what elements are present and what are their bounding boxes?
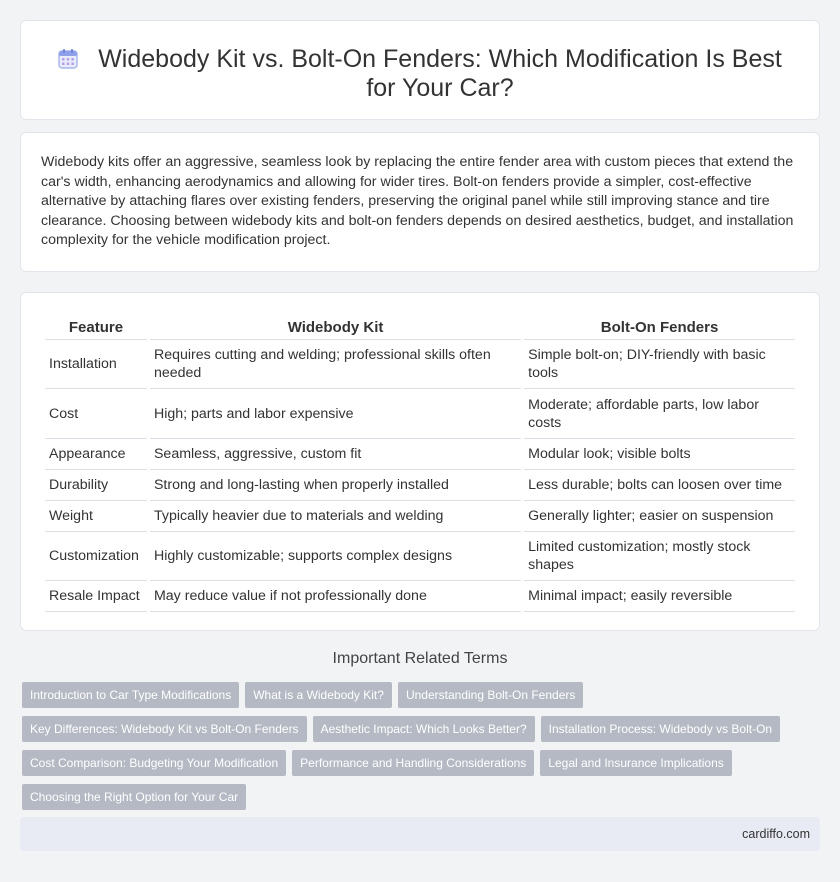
table-row (45, 470, 795, 501)
related-term-tag[interactable]: Legal and Insurance Implications (540, 750, 731, 776)
footer-site-link[interactable]: cardiffo.com (742, 827, 810, 841)
related-terms-list (22, 682, 802, 818)
table-cell-bolt-on: Minimal impact; easily reversible (524, 581, 795, 612)
table-cell-widebody: High; parts and labor expensive (150, 389, 521, 439)
related-term-tag[interactable]: Installation Process: Widebody vs Bolt-On (541, 716, 780, 742)
table-header-row (45, 314, 795, 340)
table-cell-widebody: May reduce value if not professionally done (150, 581, 521, 612)
table-cell-feature: Weight (45, 501, 147, 532)
table-cell-feature: Durability (45, 470, 147, 501)
related-term-tag[interactable]: Key Differences: Widebody Kit vs Bolt-On Fenders (22, 716, 307, 742)
table-row (45, 389, 795, 439)
intro-paragraph: Widebody kits offer an aggressive, seamless look by replacing the entire fender area with custom pieces that extend the car's width, enhancing aerodynamics and allowing for wider tires. Bolt-on fenders provide a simpler, cost-effective alternative by attaching flares over existing fenders, preserving the original panel while still improving stance and tire clearance. Choosing between widebody kits and bolt-on fenders depends on desired aesthetics, budget, and installation complexity for the vehicle modification project. (41, 154, 794, 248)
table-cell-bolt-on: Generally lighter; easier on suspension (524, 501, 795, 532)
related-term-tag[interactable]: What is a Widebody Kit? (245, 682, 392, 708)
related-term-tag[interactable]: Understanding Bolt-On Fenders (398, 682, 583, 708)
table-cell-widebody: Strong and long-lasting when properly installed (150, 470, 521, 501)
related-terms-title: Important Related Terms (332, 650, 508, 667)
footer (20, 817, 820, 851)
table-cell-widebody: Seamless, aggressive, custom fit (150, 439, 521, 470)
column-header-feature: Feature (45, 314, 147, 340)
table-cell-feature: Appearance (45, 439, 147, 470)
column-header-widebody: Widebody Kit (150, 314, 521, 340)
table-cell-widebody: Highly customizable; supports complex designs (150, 532, 521, 581)
table-cell-feature: Customization (45, 532, 147, 581)
related-term-tag[interactable]: Performance and Handling Considerations (292, 750, 534, 776)
table-cell-feature: Installation (45, 340, 147, 389)
related-term-tag[interactable]: Aesthetic Impact: Which Looks Better? (313, 716, 535, 742)
table-row (45, 340, 795, 389)
table-cell-feature: Cost (45, 389, 147, 439)
table-row (45, 439, 795, 470)
table-cell-bolt-on: Limited customization; mostly stock shapes (524, 532, 795, 581)
comparison-table (42, 314, 798, 612)
table-row (45, 501, 795, 532)
page-title: Widebody Kit vs. Bolt-On Fenders: Which Modification Is Best for Your Car? (98, 45, 782, 102)
table-cell-bolt-on: Simple bolt-on; DIY-friendly with basic tools (524, 340, 795, 389)
related-term-tag[interactable]: Introduction to Car Type Modifications (22, 682, 239, 708)
column-header-bolt-on: Bolt-On Fenders (524, 314, 795, 340)
table-row (45, 532, 795, 581)
table-cell-bolt-on: Less durable; bolts can loosen over time (524, 470, 795, 501)
table-cell-widebody: Typically heavier due to materials and welding (150, 501, 521, 532)
related-term-tag[interactable]: Cost Comparison: Budgeting Your Modification (22, 750, 286, 776)
table-cell-feature: Resale Impact (45, 581, 147, 612)
related-term-tag[interactable]: Choosing the Right Option for Your Car (22, 784, 246, 810)
table-row (45, 581, 795, 612)
table-cell-widebody: Requires cutting and welding; professional skills often needed (150, 340, 521, 389)
table-cell-bolt-on: Moderate; affordable parts, low labor costs (524, 389, 795, 439)
table-cell-bolt-on: Modular look; visible bolts (524, 439, 795, 470)
intro-card (20, 132, 820, 272)
comparison-table-card (20, 292, 820, 631)
title-card (20, 20, 820, 120)
